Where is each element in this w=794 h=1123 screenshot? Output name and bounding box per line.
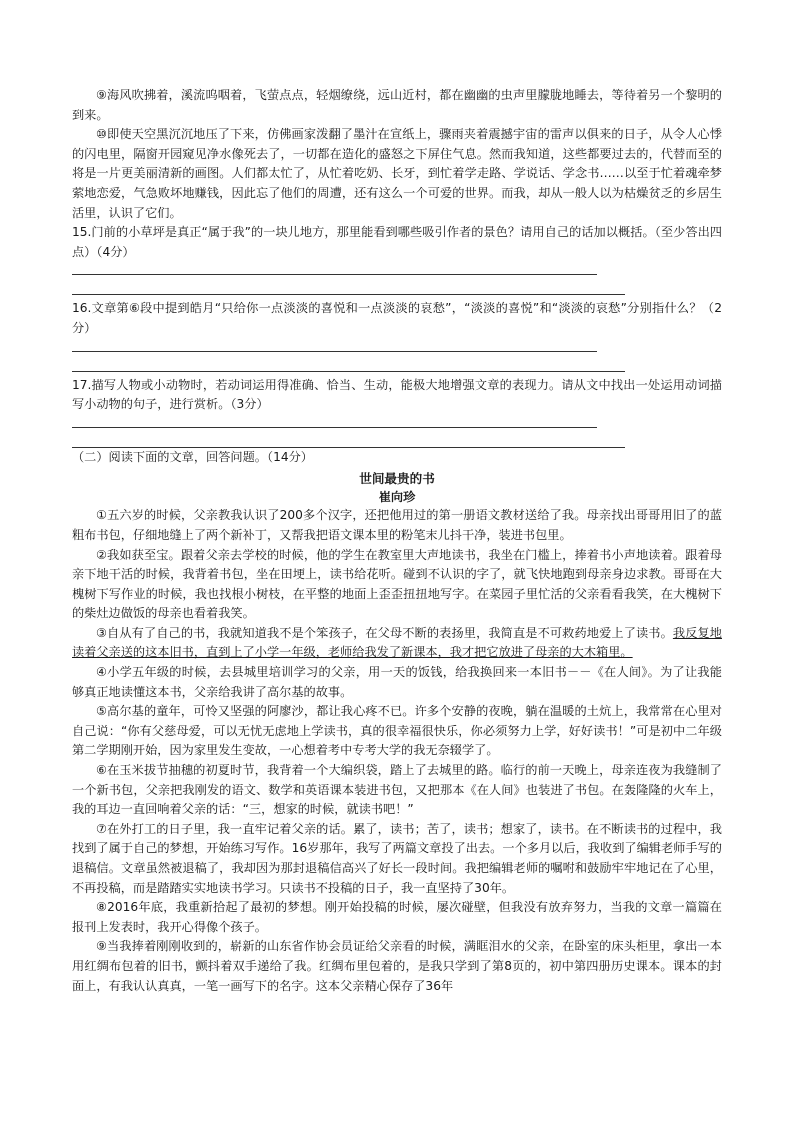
paragraph-9: ⑨海风吹拂着，溪流呜咽着，飞萤点点，轻烟缭绕，远山近村，都在幽幽的虫声里朦胧地睡去，等待着另一个黎明的到来。 bbox=[72, 88, 722, 122]
article-paragraph-8: ⑧2016年底，我重新拾起了最初的梦想。刚开始投稿的时候，屡次碰壁，但我没有放弃努力，当我的文章一篇篇在报刊上发表时，我开心得像个孩子。 bbox=[72, 900, 722, 934]
answer-line[interactable] bbox=[72, 274, 597, 275]
paragraph-3-text: ③自从有了自己的书，我就知道我不是个笨孩子，在父母不断的表扬里，我简直是不可救药地爱上了读书。 bbox=[96, 625, 673, 640]
article-author: 崔向珍 bbox=[378, 490, 416, 505]
article-title: 世间最贵的书 bbox=[359, 471, 435, 487]
article-paragraph-5: ⑤高尔基的童年，可怜又坚强的阿廖沙，都让我心疼不已。许多个安静的夜晚，躺在温暖的土炕上，我常常在心里对自己说：“你有父慈母爱，可以无忧无虑地上学读书，真的很幸福很快乐，你必须努力上学，好好读书！”可是初中二年级第二学期刚开始，因为家里发生变故，一心想着考中专考大学的我无奈辍学了。 bbox=[72, 704, 722, 758]
document-page bbox=[72, 86, 722, 996]
article-paragraph-7: ⑦在外打工的日子里，我一直牢记着父亲的话。累了，读书；苦了，读书；想家了，读书。在不断读书的过程中，我找到了属于自己的梦想，开始练习写作。16岁那年，我写了两篇文章投了出去。一个多月以后，我收到了编辑老师手写的退稿信。文章虽然被退稿了，我却因为那封退稿信高兴了好长一段时间。我把编辑老师的嘱咐和鼓励牢牢地记在了心里，不再投稿，而是踏踏实实地读书学习。只读书不投稿的日子，我一直坚持了30年。 bbox=[72, 821, 722, 895]
article-paragraph-6: ⑥在玉米拔节抽穗的初夏时节，我背着一个大编织袋，踏上了去城里的路。临行的前一天晚上，母亲连夜为我缝制了一个新书包，父亲把我刚发的语文、数学和英语课本装进书包，又把那本《在人间》也装进了书包。在轰隆隆的火车上，我的耳边一直回响着父亲的话：“三，想家的时候，就读书吧！” bbox=[72, 763, 722, 817]
question-16: 16.文章第⑥段中提到皓月“只给你一点淡淡的喜悦和一点淡淡的哀愁”，“淡淡的喜悦”和“淡淡的哀愁”分别指什么？（2分） bbox=[72, 301, 722, 335]
article-paragraph-2: ②我如获至宝。跟着父亲去学校的时候，他的学生在教室里大声地读书，我坐在门槛上，捧着书小声地读着。跟着母亲下地干活的时候，我背着书包，坐在田埂上，读书给花听。碰到不认识的字了，就飞快地跑到母亲身边求教。哥哥在大槐树下写作业的时候，我也找根小树枝，在平整的地面上歪歪扭扭地写字。在菜园子里忙活的父亲看看我笑，在大槐树下的柴灶边做饭的母亲也看着我笑。 bbox=[72, 547, 722, 621]
answer-line[interactable] bbox=[72, 427, 597, 428]
question-15: 15.门前的小草坪是真正“属于我”的一块儿地方，那里能看到哪些吸引作者的景色？请用自己的话加以概括。（至少答出四点）（4分） bbox=[72, 225, 722, 259]
article-paragraph-1: ①五六岁的时候，父亲教我认识了200多个汉字，还把他用过的第一册语文教材送给了我。母亲找出哥哥用旧了的蓝粗布书包，仔细地缝上了两个新补丁，又帮我把语文课本里的粉笔末儿抖干净，装进书包里。 bbox=[72, 508, 722, 542]
article-paragraph-9: ⑨当我捧着刚刚收到的，崭新的山东省作协会员证给父亲看的时候，满眶泪水的父亲，在卧室的床头柜里，拿出一本用红绸布包着的旧书，颤抖着双手递给了我。红绸布里包着的，是我只学到了第8页的，初中第四册历史课本。课本的封面上，有我认认真真，一笔一画写下的名字。这本父亲精心保存了36年 bbox=[72, 939, 722, 993]
article-paragraph-4: ④小学五年级的时候，去县城里培训学习的父亲，用一天的饭钱，给我换回来一本旧书－－《在人间》。为了让我能够真正地读懂这本书，父亲给我讲了高尔基的故事。 bbox=[72, 665, 722, 699]
question-17: 17.描写人物或小动物时，若动词运用得准确、恰当、生动，能极大地增强文章的表现力。请从文中找出一处运用动词描写小动物的句子，进行赏析。（3分） bbox=[72, 377, 722, 412]
underlined-sentence: 我反复地读着父亲送的这本旧书，直到上了小学一年级，老师给我发了新课本，我才把它放进了母亲的大木箱里。 bbox=[72, 625, 722, 660]
article-paragraph-3 bbox=[72, 624, 722, 663]
paragraph-10: ⑩即使天空黑沉沉地压了下来，仿佛画家泼翻了墨汁在宣纸上，骤雨夹着震撼宇宙的雷声以俱来的日子，从令人心悸的闪电里，隔窗开园窥见净水像死去了，一切都在造化的盛怒之下屏住气息。然而我知道，这些都要过去的，代替而至的将是一片更美丽清新的画图。人们都太忙了，从忙着吃奶、长牙，到忙着学走路、学说话、学念书……以至于忙着魂牵梦萦地恋爱，气急败坏地赚钱，因此忘了他们的周遭，还有这么一个可爱的世界。而我，却从一般人以为枯燥贫乏的乡居生活里，认识了它们。 bbox=[72, 127, 722, 220]
section-heading: （二）阅读下面的文章，回答问题。（14分） bbox=[72, 449, 313, 464]
answer-line[interactable] bbox=[72, 351, 597, 352]
